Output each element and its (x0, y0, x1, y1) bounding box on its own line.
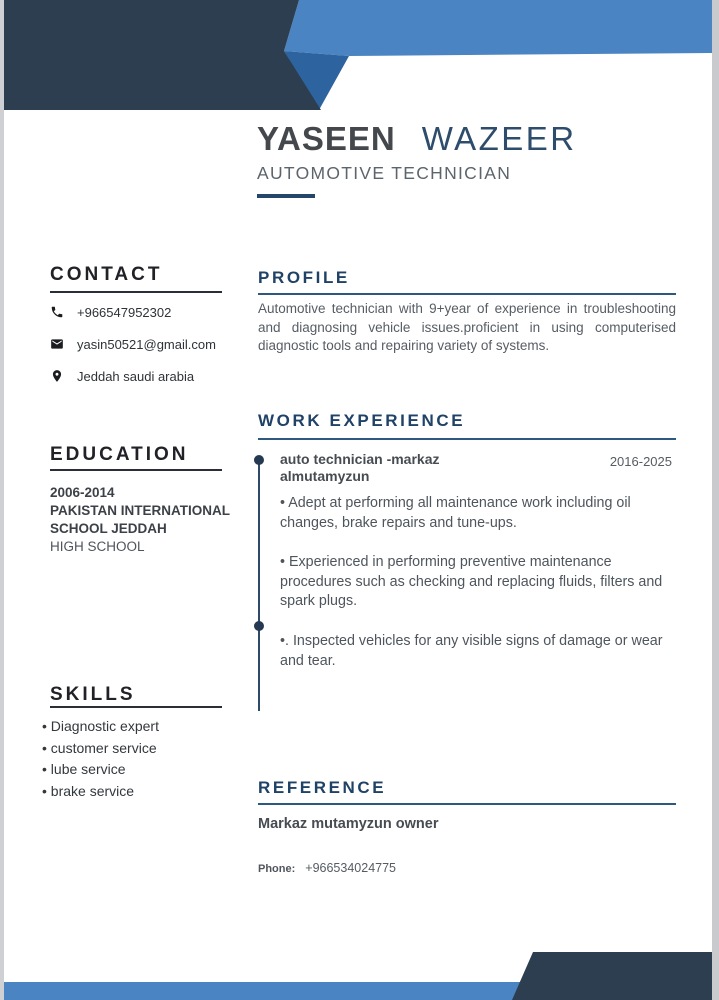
email-icon (50, 337, 64, 351)
education-entry (50, 484, 230, 556)
skills-rule (50, 706, 222, 708)
role-subtitle: AUTOMOTIVE TECHNICIAN (257, 163, 512, 183)
timeline-dot (254, 455, 264, 465)
top-banner-lightblue-shape (284, 0, 712, 56)
first-name: YASEEN (257, 120, 396, 157)
profile-heading: PROFILE (258, 268, 350, 287)
education-school-line2: SCHOOL JEDDAH (50, 521, 167, 536)
skills-list (42, 718, 159, 804)
reference-phone-label: Phone: (258, 863, 296, 875)
work-experience-heading: WORK EXPERIENCE (258, 411, 466, 430)
contact-heading: CONTACT (50, 264, 163, 285)
contact-location-row (50, 365, 194, 387)
job-dates: 2016-2025 (609, 454, 672, 469)
role-underline (257, 194, 315, 198)
job-header-row (280, 451, 672, 485)
skill-item: • lube service (42, 761, 159, 777)
contact-email: yasin50521@gmail.com (77, 336, 216, 352)
contact-email-row (50, 333, 216, 355)
contact-phone-row (50, 301, 171, 323)
education-heading: EDUCATION (50, 444, 189, 465)
skills-heading: SKILLS (50, 684, 136, 705)
skill-item: • brake service (42, 783, 159, 799)
work-bullet: •. Inspected vehicles for any visible signs of damage or wear and tear. (280, 633, 663, 669)
work-bullet: • Experienced in performing preventive maintenance procedures such as checking and replacing fluids, filters and spark plugs. (280, 554, 663, 609)
bottom-banner-graphic (4, 950, 712, 1000)
work-experience-rule (258, 438, 676, 440)
skill-item: • Diagnostic expert (42, 718, 159, 734)
reference-rule (258, 803, 676, 805)
job-title: auto technician -markaz almutamyzun (280, 451, 440, 484)
last-name: WAZEER (421, 120, 577, 157)
page-title (257, 121, 577, 157)
profile-text: Automotive technician with 9+year of experience in troubleshooting and diagnosing vehicle issues.proficient in using computerised diagnostic tools and repairing variety of systems. (258, 301, 676, 353)
top-banner-navy-shape (4, 0, 321, 110)
timeline-line (258, 458, 260, 711)
reference-heading: REFERENCE (258, 778, 387, 797)
contact-rule (50, 291, 222, 293)
phone-icon (50, 305, 64, 319)
reference-name: Markaz mutamyzun owner (258, 816, 439, 832)
bottom-banner-navy-shape (512, 952, 712, 1000)
reference-phone-row (258, 861, 396, 875)
reference-phone-number: +966534024775 (305, 861, 397, 875)
contact-location: Jeddah saudi arabia (77, 368, 195, 384)
education-rule (50, 469, 222, 471)
location-icon (50, 369, 64, 383)
page-right-edge (712, 0, 719, 1000)
contact-phone: +966547952302 (77, 304, 172, 320)
education-school-line1: PAKISTAN INTERNATIONAL (50, 503, 230, 518)
page-left-edge (0, 0, 4, 1000)
timeline-dot (254, 621, 264, 631)
top-banner-graphic (4, 0, 712, 120)
work-bullet: • Adept at performing all maintenance work including oil changes, brake repairs and tune-ups. (280, 495, 631, 531)
profile-rule (258, 293, 676, 295)
education-years: 2006-2014 (50, 485, 115, 500)
education-level: HIGH SCHOOL (50, 539, 145, 554)
skill-item: • customer service (42, 740, 159, 756)
